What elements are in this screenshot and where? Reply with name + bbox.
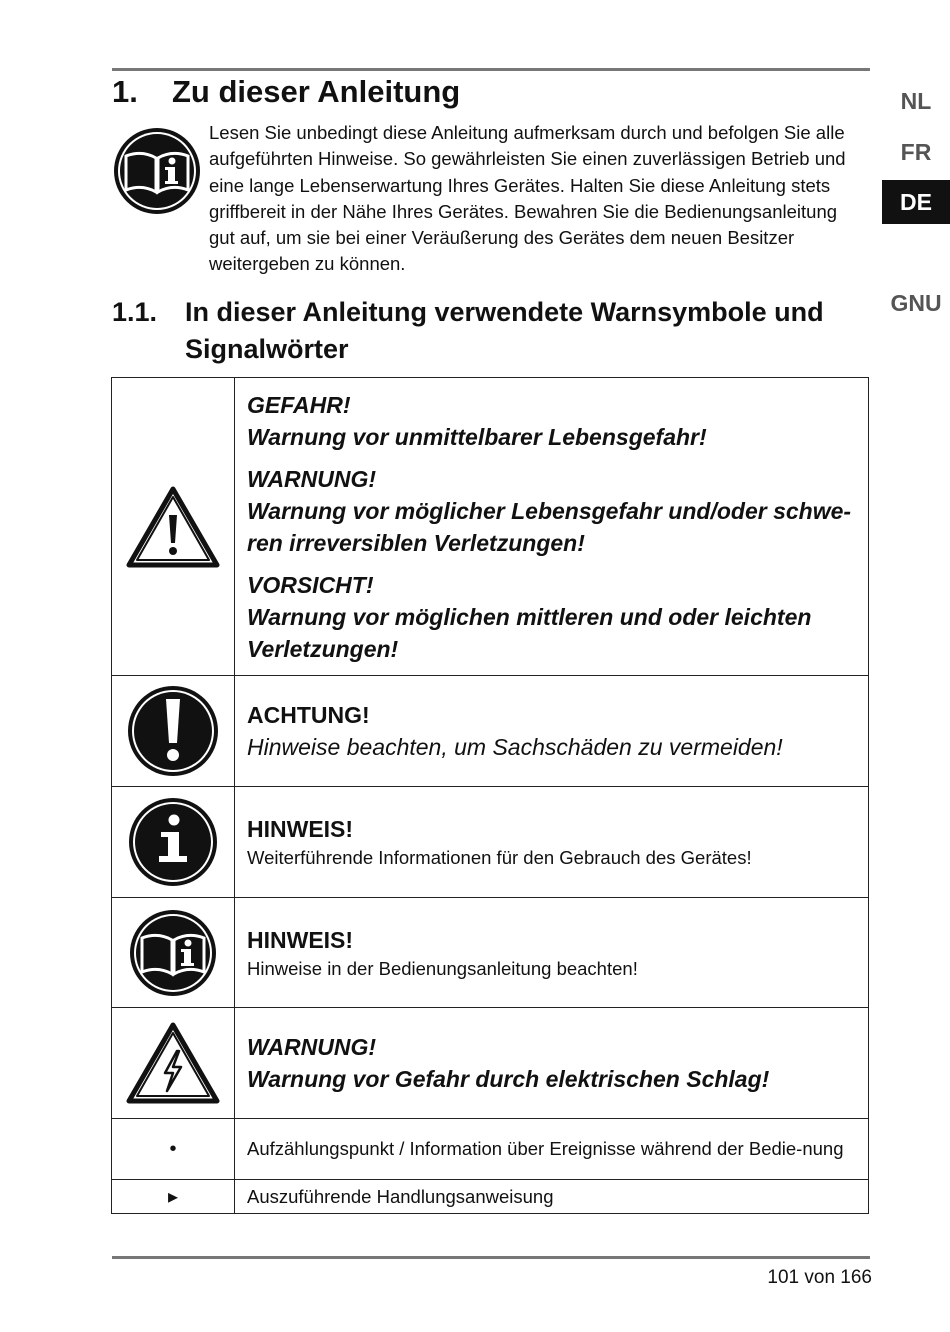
action-description: Auszuführende Handlungsanweisung bbox=[247, 1185, 554, 1207]
signal-word-achtung: ACHTUNG! bbox=[247, 702, 370, 728]
subsection-heading bbox=[112, 294, 852, 368]
warning-text-warnung: Warnung vor möglicher Lebensgefahr und/oder schwe-ren irreversiblen Verletzungen! bbox=[247, 497, 852, 556]
page-number: 101 von 166 bbox=[767, 1267, 872, 1288]
signal-word-vorsicht: VORSICHT! bbox=[247, 571, 374, 598]
intro-paragraph: Lesen Sie unbedingt diese Anleitung aufmerksam durch und befolgen Sie alle aufgeführten Hinweise. So gewährleisten Sie einen zuverlässigen Betrieb und eine lange Lebenserwartung Ihres Gerätes. Halten Sie diese Anleitung stets griffbereit in der Nähe Ihres Gerätes. Bewahren Sie die Bedienungsanleitung gut auf, um sie bei einer Veräußerung des Gerätes dem neuen Besitzer weitergeben zu können. bbox=[209, 122, 846, 275]
signal-word-gefahr: GEFAHR! bbox=[247, 391, 351, 418]
info-circle-icon bbox=[128, 833, 218, 850]
warning-symbols-table bbox=[111, 377, 869, 1214]
signal-word-hinweis: HINWEIS! bbox=[247, 926, 354, 953]
manual-info-icon bbox=[128, 944, 218, 961]
bullet-symbol: • bbox=[112, 1119, 235, 1180]
note-text-info: Weiterführende Informationen für den Gebrauch des Gerätes! bbox=[247, 847, 752, 868]
signal-word-hinweis: HINWEIS! bbox=[247, 816, 354, 842]
bullet-description: Aufzählungspunkt / Information über Ereignisse während der Bedie-nung bbox=[247, 1138, 844, 1159]
table-row bbox=[112, 1180, 869, 1214]
subsection-title: In dieser Anleitung verwendete Warnsymbole und Signalwörter bbox=[185, 297, 824, 364]
bottom-rule bbox=[112, 1256, 870, 1259]
table-row bbox=[112, 787, 869, 898]
section-heading bbox=[112, 74, 460, 110]
lang-tab-nl[interactable]: NL bbox=[900, 88, 932, 114]
table-row bbox=[112, 1008, 869, 1119]
section-number: 1. bbox=[112, 74, 138, 109]
table-row bbox=[112, 1119, 869, 1180]
lang-tab-de[interactable]: DE bbox=[882, 180, 950, 224]
warning-text-vorsicht: Warnung vor möglichen mittleren und oder leichten Verletzungen! bbox=[247, 603, 812, 662]
lang-tab-gnu[interactable]: GNU bbox=[890, 290, 942, 316]
warning-triangle-icon bbox=[125, 518, 221, 535]
warning-text-gefahr: Warnung vor unmittelbarer Lebensgefahr! bbox=[247, 423, 707, 450]
table-row bbox=[112, 378, 869, 676]
signal-word-warnung: WARNUNG! bbox=[247, 465, 377, 492]
signal-word-warnung: WARNUNG! bbox=[247, 1034, 377, 1060]
note-text-manual: Hinweise in der Bedienungsanleitung beachten! bbox=[247, 957, 638, 979]
warning-text-achtung: Hinweise beachten, um Sachschäden zu vermeiden! bbox=[247, 734, 783, 760]
subsection-number: 1.1. bbox=[112, 297, 158, 327]
warning-text-electric: Warnung vor Gefahr durch elektrischen Schlag! bbox=[247, 1066, 770, 1092]
section-title: Zu dieser Anleitung bbox=[172, 74, 461, 109]
table-row bbox=[112, 898, 869, 1008]
action-arrow-symbol: ▸ bbox=[112, 1180, 235, 1214]
manual-info-icon bbox=[112, 126, 202, 216]
table-row bbox=[112, 676, 869, 787]
top-rule bbox=[112, 68, 870, 71]
lang-tab-fr[interactable]: FR bbox=[900, 139, 932, 165]
electric-shock-warning-icon bbox=[125, 1054, 221, 1071]
exclamation-circle-icon bbox=[127, 722, 219, 739]
